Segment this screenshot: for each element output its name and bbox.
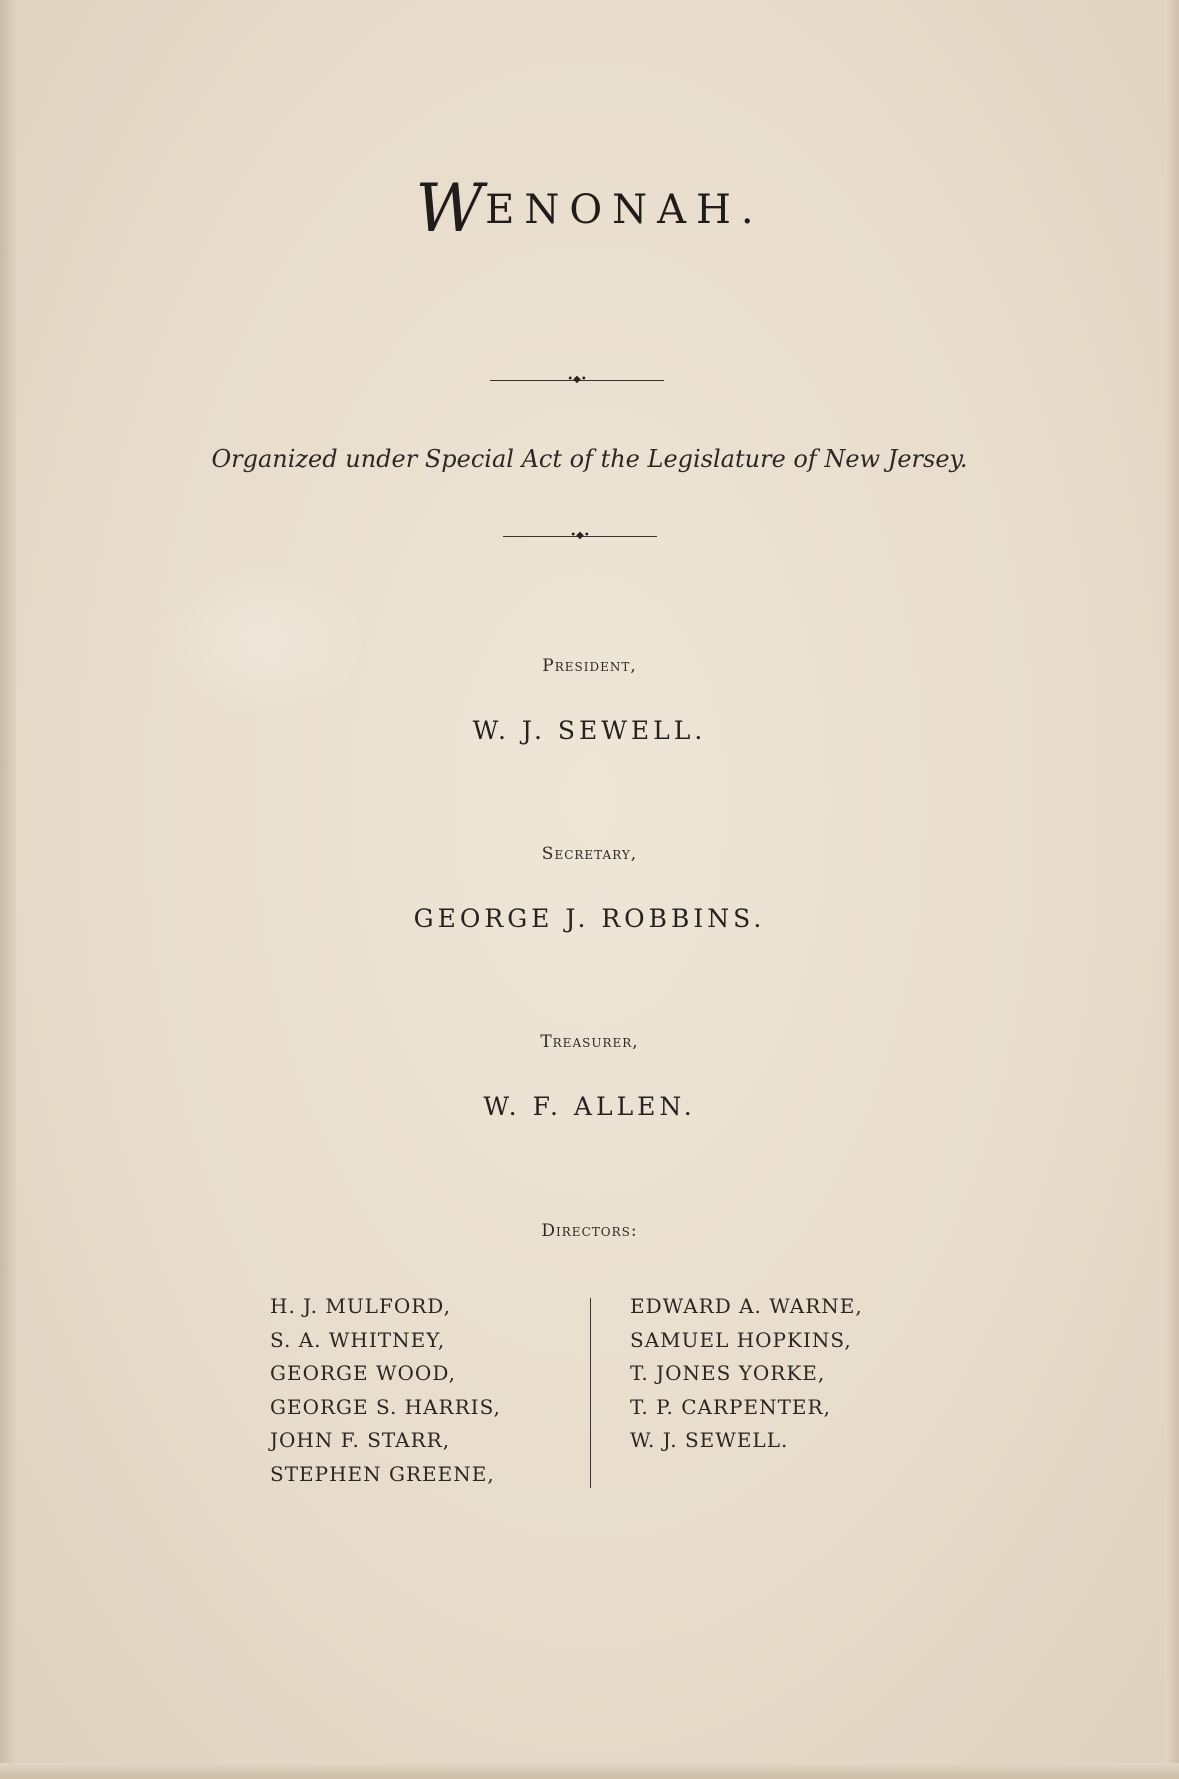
directors-column-right	[630, 1290, 863, 1458]
ornamental-rule-top	[490, 374, 664, 385]
secretary-label: Secretary,	[541, 844, 638, 864]
president-name: W. J. SEWELL.	[472, 716, 707, 745]
directors-column-left	[270, 1290, 501, 1491]
title-rest: ENONAH.	[485, 187, 764, 233]
director-name: EDWARD A. WARNE,	[630, 1294, 863, 1318]
ornamental-rule-bottom	[503, 530, 657, 541]
bottom-page-edge	[0, 1763, 1179, 1779]
title-initial: W	[415, 170, 484, 247]
document-title	[0, 170, 1179, 247]
director-name: S. A. WHITNEY,	[270, 1327, 446, 1352]
subtitle: Organized under Special Act of the Legislature of New Jersey.	[211, 445, 968, 473]
spine-edge	[0, 0, 16, 1779]
director-name: H. J. MULFORD,	[270, 1294, 451, 1318]
treasurer-label: Treasurer,	[540, 1032, 639, 1052]
director-name: W. J. SEWELL.	[630, 1428, 789, 1452]
director-name: T. P. CARPENTER,	[630, 1394, 831, 1419]
secretary-name: GEORGE J. ROBBINS.	[413, 904, 766, 933]
column-divider	[590, 1298, 591, 1488]
director-name: SAMUEL HOPKINS,	[630, 1327, 852, 1352]
right-page-edge	[1165, 0, 1179, 1779]
director-name: T. JONES YORKE,	[630, 1361, 826, 1385]
rule-ornament: •◆•	[567, 374, 587, 385]
directors-label: Directors:	[541, 1221, 638, 1241]
president-label: President,	[542, 656, 637, 676]
treasurer-name: W. F. ALLEN.	[483, 1092, 696, 1121]
director-name: STEPHEN GREENE,	[270, 1461, 495, 1486]
rule-ornament: •◆•	[570, 530, 590, 541]
paper-stain	[150, 560, 370, 720]
director-name: JOHN F. STARR,	[270, 1428, 451, 1452]
director-name: GEORGE WOOD,	[270, 1361, 456, 1385]
director-name: GEORGE S. HARRIS,	[270, 1394, 501, 1419]
